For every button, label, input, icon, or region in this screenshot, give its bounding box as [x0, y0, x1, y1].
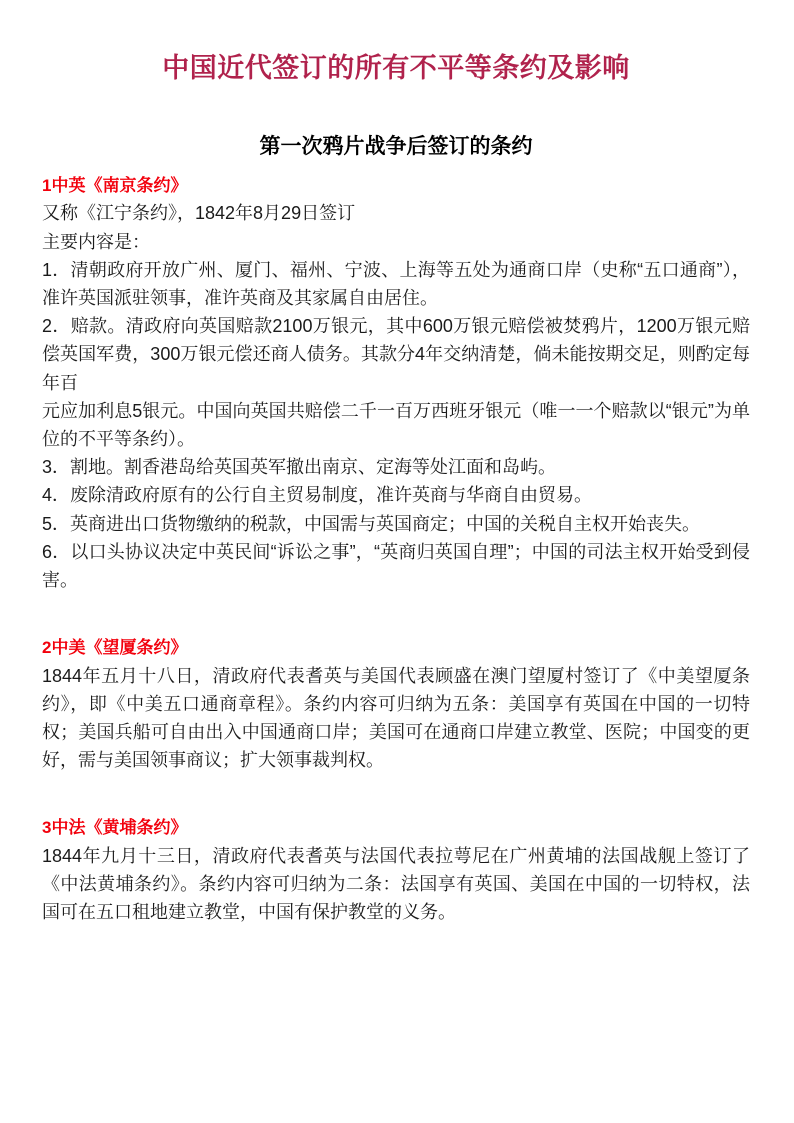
treaty-body-line: 1．清朝政府开放广州、厦门、福州、宁波、上海等五处为通商口岸（史称“五口通商”），准许英国派驻领事，准许英商及其家属自由居住。: [42, 259, 750, 308]
treaty-body-line: 6．以口头协议决定中英民间“诉讼之事”，“英商归英国自理”；中国的司法主权开始受到侵害。: [42, 541, 750, 591]
treaty-heading: 3中法《黄埔条约》: [42, 818, 188, 838]
treaty-heading: 2中美《望厦条约》: [42, 638, 188, 658]
treaty-body-line: 又称《江宁条约》，1842年8月29日签订: [42, 203, 356, 224]
treaty-block-wangxia: [42, 622, 750, 774]
treaty-body-line: 3．割地。割香港岛给英国英军撤出南京、定海等处江面和岛屿。: [42, 457, 557, 478]
treaty-body-line: 元应加利息5银元。中国向英国共赔偿二千一百万西班牙银元（唯一一个赔款以“银元”为单位的不平等条约）。: [42, 400, 750, 450]
treaty-body-line: 1844年九月十三日，清政府代表耆英与法国代表拉萼尼在广州黄埔的法国战舰上签订了《中法黄埔条约》。条约内容可归纳为二条：法国享有英国、美国在中国的一切特权，法国可在五口租地建立教堂，中国有保护教堂的义务。: [42, 845, 750, 923]
paragraph-spacer: [42, 594, 750, 622]
treaty-body-line: 1844年五月十八日，清政府代表耆英与美国代表顾盛在澳门望厦村签订了《中美望厦条约》，即《中美五口通商章程》。条约内容可归纳为五条：美国享有英国在中国的一切特权；美国兵船可自由出入中国通商口岸；美国可在通商口岸建立教堂、医院；中国变的更好，需与美国领事商议；扩大领事裁判权。: [42, 665, 750, 771]
page-title: 中国近代签订的所有不平等条约及影响: [162, 53, 630, 83]
treaty-block-nanjing: [42, 160, 750, 594]
treaty-body-line: 主要内容是：: [42, 231, 150, 252]
treaty-body-line: 2．赔款。清政府向英国赔款2100万银元，其中600万银元赔偿被焚鸦片，1200万银元赔偿英国军费，300万银元偿还商人债务。其款分4年交纳清楚，倘未能按期交足，则酌定每年百: [42, 316, 750, 393]
treaty-heading: 1中英《南京条约》: [42, 176, 188, 196]
section-subtitle: 第一次鸦片战争后签订的条约: [259, 134, 533, 158]
paragraph-spacer: [42, 774, 750, 802]
section-first-opium-war: [42, 86, 750, 927]
treaty-body-line: 4．废除清政府原有的公行自主贸易制度，准许英商与华商自由贸易。: [42, 485, 593, 506]
treaty-body-line: 5．英商进出口货物缴纳的税款，中国需与英国商定；中国的关税自主权开始丧失。: [42, 513, 701, 534]
treaty-block-huangpu: [42, 802, 750, 926]
